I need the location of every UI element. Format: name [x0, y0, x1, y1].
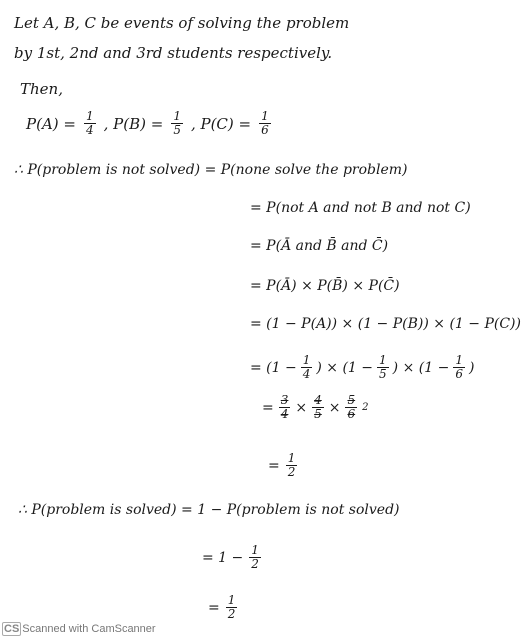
solved-step-1-fraction	[249, 544, 261, 571]
final-answer	[208, 594, 239, 621]
step-6-f1-num: 3	[280, 393, 289, 407]
step-4: = (1 − P(A)) × (1 − P(B)) × (1 − P(C))	[250, 316, 521, 332]
camscanner-watermark	[2, 622, 156, 636]
final-answer-fraction	[226, 594, 238, 621]
step-7-prefix: =	[268, 457, 280, 474]
step-7-num: 1	[287, 451, 296, 465]
step-5-fraction-2	[377, 354, 389, 381]
step-5-mid-1: ) × (1 −	[316, 359, 374, 376]
step-6-fraction-1	[279, 394, 291, 421]
solved-statement: ∴ P(problem is solved) = 1 − P(problem is not solved)	[18, 502, 400, 518]
pb-fraction	[171, 110, 183, 137]
step-7-den: 2	[287, 465, 296, 479]
step-5-f1-num: 1	[302, 353, 311, 367]
pa-label: P(A) =	[26, 114, 76, 133]
step-6-f2-den: 5	[314, 407, 322, 421]
pa-fraction	[84, 110, 96, 137]
step-7-not-solved-result	[268, 452, 299, 479]
given-probabilities	[26, 110, 273, 137]
step-6-f2-num: 4	[314, 393, 322, 407]
step-6-fraction-2	[312, 394, 324, 421]
pc-label: , P(C) =	[190, 114, 252, 133]
step-5-suffix: )	[468, 359, 475, 376]
intro-line-2: by 1st, 2nd and 3rd students respectively.	[14, 44, 333, 62]
pa-numerator: 1	[85, 109, 94, 123]
pa-denominator: 4	[85, 123, 94, 137]
step-6-times-1: ×	[295, 399, 308, 416]
step-5-f2-den: 5	[379, 367, 387, 381]
step-6-reduced-denominator: 2	[362, 402, 369, 413]
pb-label: , P(B) =	[103, 114, 164, 133]
step-5-mid-2: ) × (1 −	[392, 359, 450, 376]
pb-denominator: 5	[173, 123, 181, 137]
step-5-prefix: = (1 −	[250, 359, 297, 376]
pb-numerator: 1	[173, 109, 181, 123]
step-1: = P(not A and not B and not C)	[250, 200, 471, 216]
solved-step-1-num: 1	[251, 543, 259, 557]
pc-numerator: 1	[261, 109, 269, 123]
step-5-f3-den: 6	[455, 367, 463, 381]
camscanner-text: Scanned with CamScanner	[22, 623, 156, 635]
step-5-f2-num: 1	[379, 353, 387, 367]
step-5-fraction-1	[301, 354, 313, 381]
step-6-cancellation	[262, 394, 369, 421]
solved-step-1-den: 2	[251, 557, 259, 571]
step-5-f3-num: 1	[455, 353, 463, 367]
not-solved-statement: ∴ P(problem is not solved) = P(none solve the problem)	[14, 162, 408, 178]
step-5-f1-den: 4	[302, 367, 311, 381]
step-2: = P(Ā and B̄ and C̄)	[250, 238, 389, 254]
final-answer-prefix: =	[208, 599, 220, 616]
step-6-fraction-3	[345, 394, 357, 421]
step-6-prefix: =	[262, 399, 274, 416]
step-6-f3-num: 5	[347, 393, 356, 407]
final-answer-den: 2	[227, 607, 236, 621]
step-5	[250, 354, 474, 381]
solved-step-1-prefix: = 1 −	[202, 549, 244, 566]
step-3: = P(Ā) × P(B̄) × P(C̄)	[250, 278, 400, 294]
camscanner-logo-icon: CS	[4, 623, 20, 635]
intro-line-1: Let A, B, C be events of solving the problem	[14, 14, 350, 32]
step-5-fraction-3	[453, 354, 465, 381]
then-label: Then,	[20, 80, 63, 98]
final-answer-num: 1	[227, 593, 236, 607]
solved-step-1	[202, 544, 263, 571]
pc-denominator: 6	[261, 123, 269, 137]
step-6-times-2: ×	[328, 399, 341, 416]
pc-fraction	[259, 110, 271, 137]
step-6-f3-den: 6	[347, 407, 356, 421]
step-6-f1-den: 4	[280, 407, 289, 421]
step-7-fraction	[286, 452, 298, 479]
